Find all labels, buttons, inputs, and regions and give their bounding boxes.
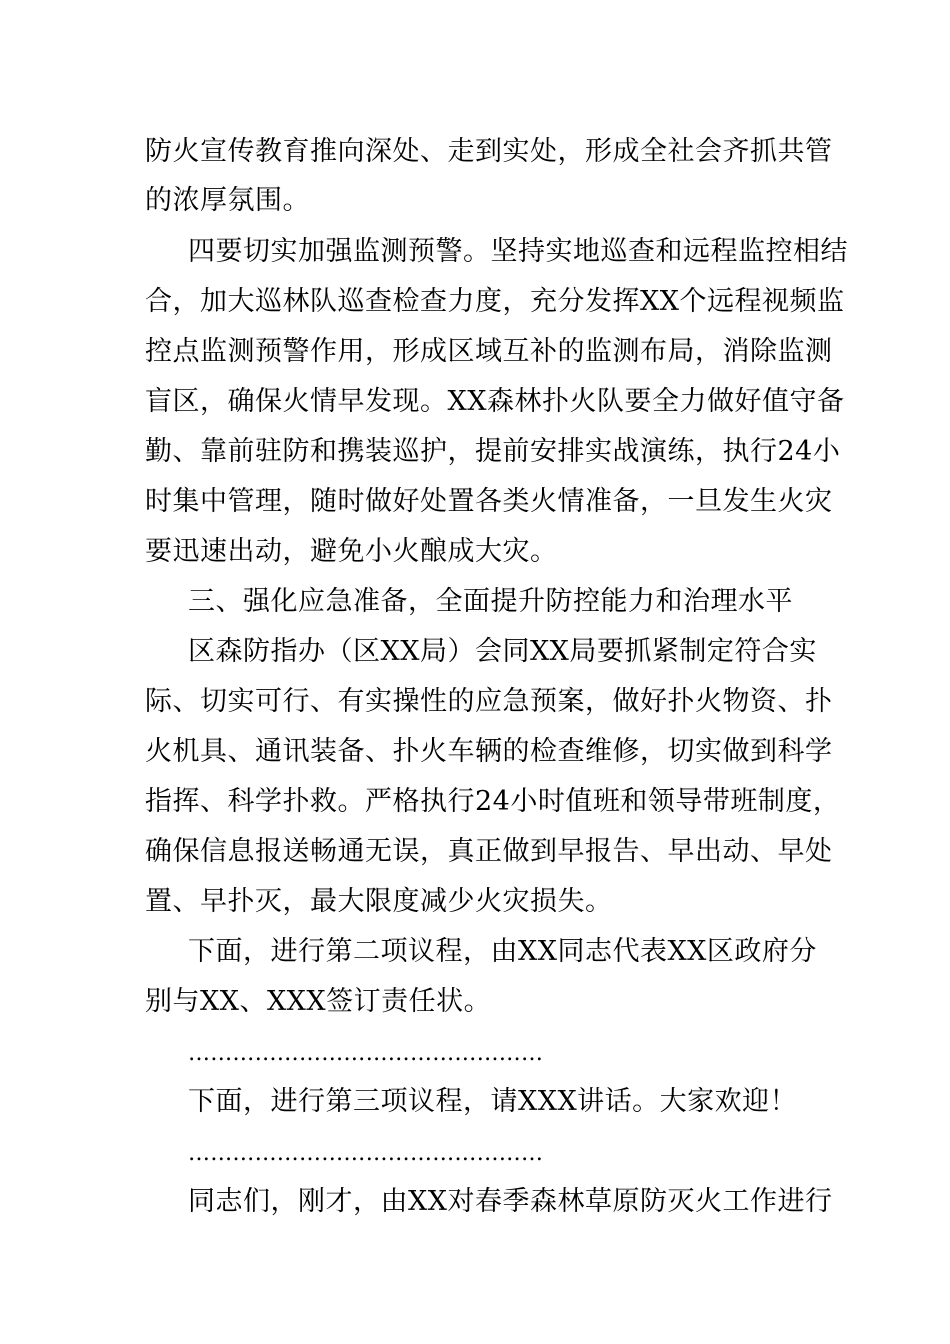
ellipsis-separator: ………………………………………… (188, 1041, 544, 1066)
paragraph-line: 下面，进行第三项议程，请XXX讲话。大家欢迎！ (188, 1086, 798, 1117)
paragraph-line: 合，加大巡林队巡查检查力度，充分发挥XX个远程视频监 (145, 286, 845, 317)
paragraph-line: 控点监测预警作用，形成区域互补的监测布局，消除监测 (145, 336, 833, 367)
paragraph-line: 防火宣传教育推向深处、走到实处，形成全社会齐抓共管 (145, 136, 833, 167)
paragraph-line: 的浓厚氛围。 (145, 185, 310, 216)
paragraph-line: 区森防指办（区XX局）会同XX局要抓紧制定符合实 (188, 636, 817, 667)
paragraph-line: 指挥、科学扑救。严格执行24小时值班和领导带班制度， (145, 786, 841, 817)
section-heading: 三、强化应急准备，全面提升防控能力和治理水平 (188, 586, 793, 617)
paragraph-line: 盲区，确保火情早发现。XX森林扑火队要全力做好值守备 (145, 386, 845, 417)
ellipsis-separator: ………………………………………… (188, 1141, 544, 1166)
paragraph-line: 际、切实可行、有实操性的应急预案，做好扑火物资、扑 (145, 686, 833, 717)
paragraph-line: 勤、靠前驻防和携装巡护，提前安排实战演练，执行24小 (145, 436, 841, 467)
paragraph-line: 同志们，刚才，由XX对春季森林草原防灭火工作进行 (188, 1186, 833, 1217)
paragraph-line: 时集中管理，随时做好处置各类火情准备，一旦发生火灾 (145, 486, 833, 517)
paragraph-line: 要迅速出动，避免小火酿成大灾。 (145, 536, 558, 567)
paragraph-line: 置、早扑灭，最大限度减少火灾损失。 (145, 886, 613, 917)
paragraph-line: 火机具、通讯装备、扑火车辆的检查维修，切实做到科学 (145, 736, 833, 767)
paragraph-line: 四要切实加强监测预警。坚持实地巡查和远程监控相结 (188, 236, 848, 267)
paragraph-line: 下面，进行第二项议程，由XX同志代表XX区政府分 (188, 936, 817, 967)
paragraph-line: 别与XX、XXX签订责任状。 (145, 986, 492, 1017)
paragraph-line: 确保信息报送畅通无误，真正做到早报告、早出动、早处 (145, 836, 833, 867)
